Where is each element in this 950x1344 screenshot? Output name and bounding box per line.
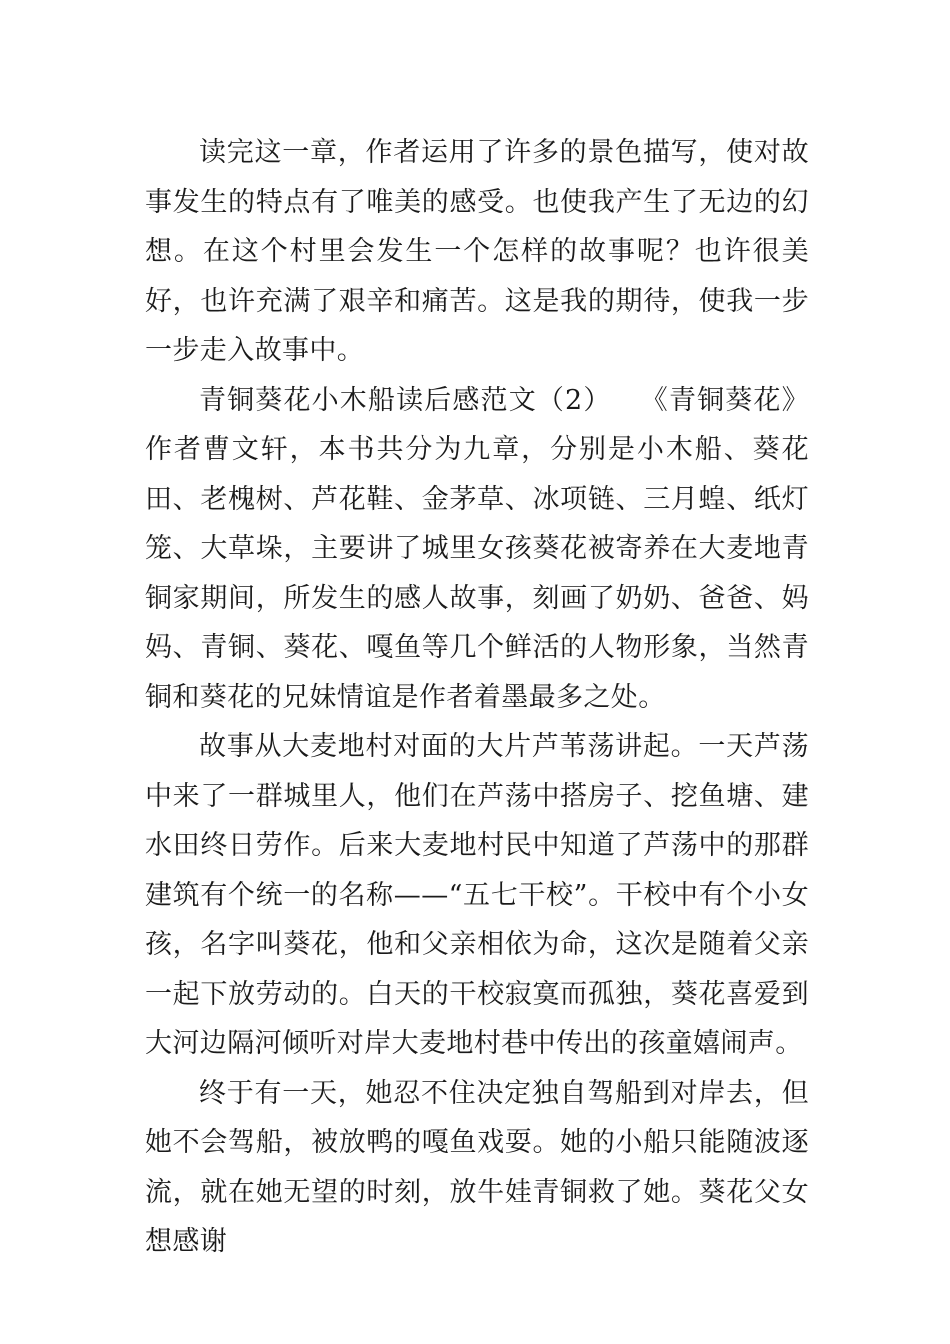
document-page xyxy=(145,128,809,1267)
paragraph-1: 读完这一章，作者运用了许多的景色描写，使对故事发生的特点有了唯美的感受。也使我产生了无边的幻想。在这个村里会发生一个怎样的故事呢？也许很美好，也许充满了艰辛和痛苦。这是我的期待，使我一步一步走入故事中。 xyxy=(145,137,809,366)
paragraph-4: 终于有一天，她忍不住决定独自驾船到对岸去，但她不会驾船，被放鸭的嘎鱼戏耍。她的小船只能随波逐流，就在她无望的时刻，放牛娃青铜救了她。葵花父女想感谢 xyxy=(145,1077,809,1257)
paragraph-2: 青铜葵花小木船读后感范文（2） 《青铜葵花》作者曹文轩，本书共分为九章，分别是小木船、葵花田、老槐树、芦花鞋、金茅草、冰项链、三月蝗、纸灯笼、大草垛，主要讲了城里女孩葵花被寄养在大麦地青铜家期间，所发生的感人故事，刻画了奶奶、爸爸、妈妈、青铜、葵花、嘎鱼等几个鲜活的人物形象，当然青铜和葵花的兄妹情谊是作者着墨最多之处。 xyxy=(145,384,809,713)
paragraph-3: 故事从大麦地村对面的大片芦苇荡讲起。一天芦荡中来了一群城里人，他们在芦荡中搭房子、挖鱼塘、建水田终日劳作。后来大麦地村民中知道了芦荡中的那群建筑有个统一的名称——“五七干校”。干校中有个小女孩，名字叫葵花，他和父亲相依为命，这次是随着父亲一起下放劳动的。白天的干校寂寞而孤独，葵花喜爱到大河边隔河倾听对岸大麦地村巷中传出的孩童嬉闹声。 xyxy=(145,731,809,1059)
